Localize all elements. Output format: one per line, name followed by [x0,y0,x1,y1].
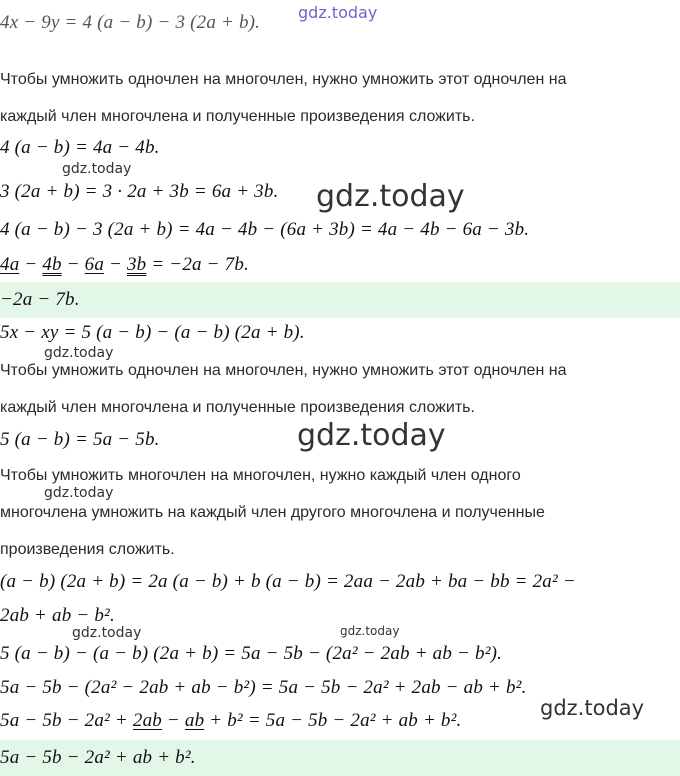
answer-highlight-1 [0,282,680,318]
watermark: gdz.today [72,625,142,641]
term-double-underline: 3b [126,254,147,275]
equation-part: 5a − 5b − 2a² + [0,710,133,731]
rule-text: каждый член многочлена и полученные произведения сложить. [0,108,475,125]
watermark: gdz.today [44,345,114,361]
watermark: gdz.today [316,179,465,214]
operator: − [104,254,127,275]
watermark-top: gdz.today [298,3,378,22]
watermark: gdz.today [297,418,446,453]
operator: − [61,254,85,275]
answer-2: 5a − 5b − 2a² + ab + b². [0,747,196,768]
equation: 5a − 5b − (2a² − 2ab + ab − b²) = 5a − 5b − 2a² + 2ab − ab + b². [0,677,527,698]
equation: 3 (2a + b) = 3 · 2a + 3b = 6a + 3b. [0,181,279,202]
watermark: gdz.today [340,624,400,638]
equation: 5x − xy = 5 (a − b) − (a − b) (2a + b). [0,322,305,343]
equation: 5 (a − b) − (a − b) (2a + b) = 5a − 5b − (2a² − 2ab + ab − b²). [0,643,503,664]
watermark: gdz.today [540,696,645,720]
equation-cut-top: 4x − 9y = 4 (a − b) − 3 (2a + b). [0,12,261,33]
operator: − [161,710,185,731]
operator: − [19,254,43,275]
term-double-underline: 4b [42,254,62,275]
rule-text: Чтобы умножить одночлен на многочлен, нужно умножить этот одночлен на [0,71,567,88]
term-single-underline: 6a [84,254,105,275]
equation-underlined [0,710,461,732]
equation: (a − b) (2a + b) = 2a (a − b) + b (a − b) = 2aa − 2ab + ba − bb = 2a² − [0,571,576,592]
equation-part: + b² = 5a − 5b − 2a² + ab + b². [204,710,462,731]
equation-underlined [0,254,249,276]
term-single-underline: ab [184,710,205,731]
equation-result: = −2a − 7b. [146,254,250,275]
rule-text: Чтобы умножить многочлен на многочлен, нужно каждый член одного [0,467,521,484]
rule-text: каждый член многочлена и полученные произведения сложить. [0,399,475,416]
watermark: gdz.today [62,161,132,177]
answer-1: −2a − 7b. [0,289,80,310]
rule-text: многочлена умножить на каждый член другого многочлена и полученные [0,504,545,521]
term-single-underline: 2ab [132,710,162,731]
rule-text: Чтобы умножить одночлен на многочлен, нужно умножить этот одночлен на [0,362,567,379]
equation: 4 (a − b) = 4a − 4b. [0,137,160,158]
term-single-underline: 4a [0,254,20,275]
equation: 5 (a − b) = 5a − 5b. [0,429,160,450]
rule-text: произведения сложить. [0,541,175,558]
watermark: gdz.today [44,485,114,501]
equation: 2ab + ab − b². [0,605,115,626]
equation: 4 (a − b) − 3 (2a + b) = 4a − 4b − (6a + 3b) = 4a − 4b − 6a − 3b. [0,219,530,240]
